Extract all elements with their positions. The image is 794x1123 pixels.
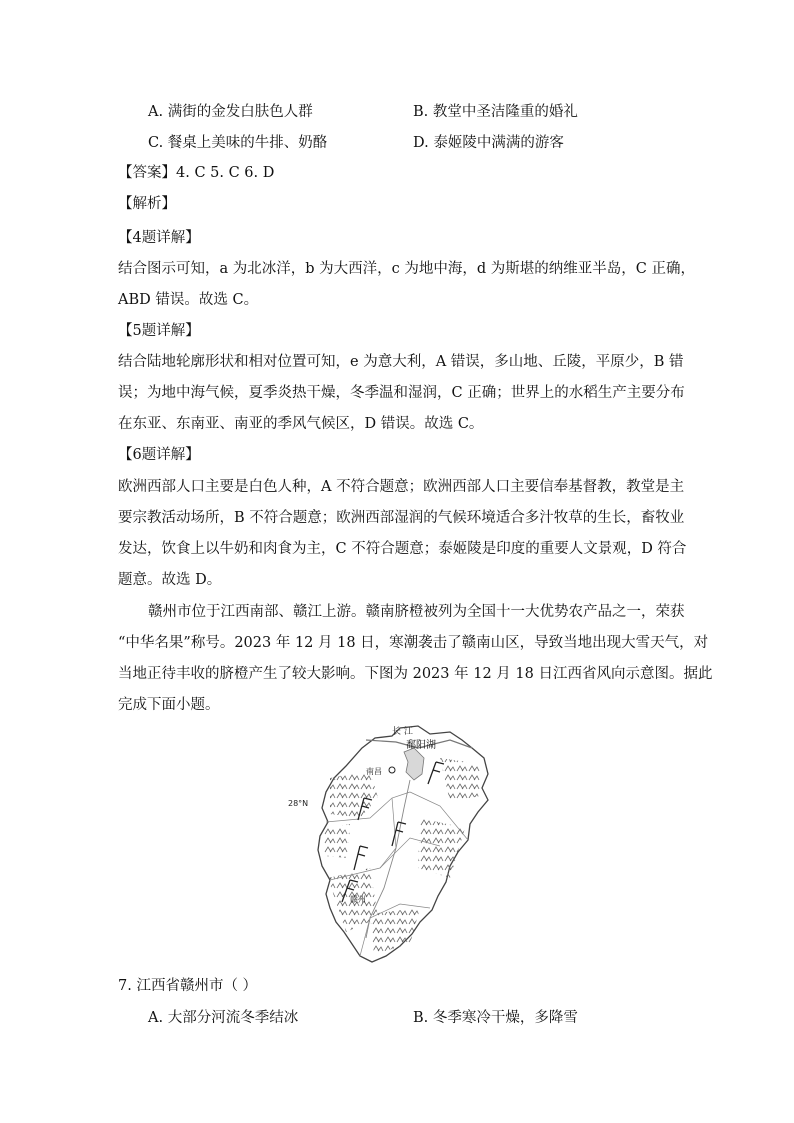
intro-line-2: “中华名果”称号。2023 年 12 月 18 日，寒潮袭击了赣南山区，导致当地出现大雪天气，对 — [118, 635, 709, 651]
q6-line-4: 题意。故选 D。 — [118, 572, 222, 588]
q4-title: 【4题详解】 — [118, 230, 200, 246]
q6-line-3: 发达，饮食上以牛奶和肉食为主，C 不符合题意；泰姬陵是印度的重要人文景观，D 符合 — [118, 541, 687, 557]
q7-option-b: B. 冬季寒冷干燥，多降雪 — [413, 1010, 578, 1026]
q5-title: 【5题详解】 — [118, 323, 200, 339]
q7-stem: 7. 江西省赣州市（ ） — [118, 978, 258, 994]
q5-line-2: 误；为地中海气候，夏季炎热干燥，冬季温和湿润，C 正确；世界上的水稻生产主要分布 — [118, 385, 685, 401]
answer-line: 【答案】4. C 5. C 6. D — [118, 165, 275, 181]
option-b-prev: B. 教堂中圣洁隆重的婚礼 — [413, 104, 578, 120]
south-city-label: 赣州 — [350, 895, 366, 904]
q5-line-1: 结合陆地轮廓形状和相对位置可知，e 为意大利，A 错误，多山地、丘陵，平原少，B 错 — [118, 354, 684, 370]
q7-option-a: A. 大部分河流冬季结冰 — [148, 1010, 299, 1026]
nanchang-marker — [389, 767, 395, 773]
intro-line-4: 完成下面小题。 — [118, 697, 220, 713]
q4-line-1: 结合图示可知，a 为北冰洋，b 为大西洋，c 为地中海，d 为斯堪的纳维亚半岛，C 正确， — [118, 261, 695, 277]
city-label: 南昌 — [366, 767, 382, 776]
q4-line-2: ABD 错误。故选 C。 — [118, 292, 259, 308]
analysis-title: 【解析】 — [118, 196, 176, 212]
option-d-prev: D. 泰姬陵中满满的游客 — [413, 135, 564, 151]
q6-title: 【6题详解】 — [118, 447, 200, 463]
latitude-label: 28°N — [288, 799, 309, 808]
q6-line-1: 欧洲西部人口主要是白色人种，A 不符合题意；欧洲西部人口主要信奉基督教，教堂是主 — [118, 479, 685, 495]
option-a-prev: A. 满街的金发白肤色人群 — [148, 104, 313, 120]
q6-line-2: 要宗教活动场所，B 不符合题意；欧洲西部湿润的气候环境适合多汁牧草的生长，畜牧业 — [118, 510, 685, 526]
intro-line-1: 赣州市位于江西南部、赣江上游。赣南脐橙被列为全国十一大优势农产品之一，荣获 — [148, 604, 685, 620]
intro-line-3: 当地正待丰收的脐橙产生了较大影响。下图为 2023 年 12 月 18 日江西省风向示意图。据此 — [118, 666, 713, 682]
jiangxi-wind-map — [288, 718, 506, 968]
river-label: 长 江 — [392, 727, 413, 737]
lake-label: 鄱阳湖 — [406, 740, 436, 751]
option-c-prev: C. 餐桌上美味的牛排、奶酪 — [148, 135, 328, 151]
q5-line-3: 在东亚、东南亚、南亚的季风气候区，D 错误。故选 C。 — [118, 416, 484, 432]
